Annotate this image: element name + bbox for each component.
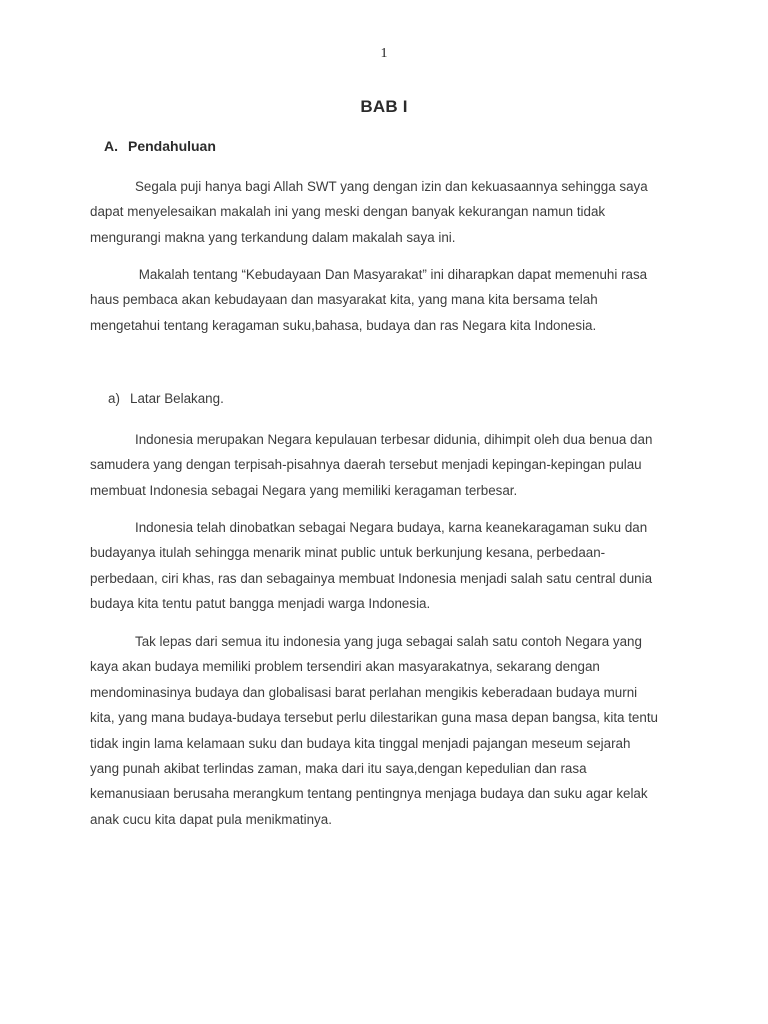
subsection-heading [108,391,224,406]
paragraph-line: tidak ingin lama kelamaan suku dan budaya kita tinggal menjadi pajangan meseum sejarah [90,735,631,751]
paragraph-line: yang punah akibat terlindas zaman, maka dari itu saya,dengan kepedulian dan rasa [90,761,587,777]
paragraph-line: Segala puji hanya bagi Allah SWT yang dengan izin dan kekuasaannya sehingga saya [135,179,648,194]
paragraph-line: Indonesia merupakan Negara kepulauan terbesar didunia, dihimpit oleh dua benua dan [135,432,653,447]
paragraph-line: budaya kita tentu patut bangga menjadi warga Indonesia. [90,596,431,612]
paragraph-line: Makalah tentang “Kebudayaan Dan Masyarakat” ini diharapkan dapat memenuhi rasa [135,267,648,282]
page-number: 1 [380,46,388,61]
background-paragraph-1 [90,427,690,503]
section-title: Pendahuluan [128,138,216,154]
paragraph-line: budayanya itulah sehingga menarik minat public untuk berkunjung kesana, perbedaan- [90,545,606,561]
paragraph-line: kemanusiaan berusaha merangkum tentang pentingnya menjaga budaya dan suku agar kelak [90,786,648,802]
paragraph-line: samudera yang dengan terpisah-pisahnya daerah tersebut menjadi kepingan-kepingan pulau [90,457,642,473]
paragraph-line: Tak lepas dari semua itu indonesia yang juga sebagai salah satu contoh Negara yang [135,634,642,649]
paragraph-line: Indonesia telah dinobatkan sebagai Negara budaya, karna keanekaragaman suku dan [135,520,648,535]
subsection-title: Latar Belakang. [130,391,224,406]
intro-paragraph-1 [90,174,690,250]
paragraph-line: mengurangi makna yang terkandung dalam makalah saya ini. [90,229,456,245]
background-paragraph-2 [90,515,690,617]
section-marker: A. [104,138,118,154]
paragraph-line: mengetahui tentang keragaman suku,bahasa, budaya dan ras Negara kita Indonesia. [90,317,597,333]
background-paragraph-3 [90,629,690,832]
section-heading [104,138,216,154]
subsection-marker: a) [108,391,120,406]
intro-paragraph-2 [90,262,690,338]
paragraph-line: kita, yang mana budaya-budaya tersebut perlu dilestarikan guna masa depan bangsa, kita tentu [90,710,658,726]
paragraph-line: perbedaan, ciri khas, ras dan sebagainya membuat Indonesia menjadi salah satu central dunia [90,570,653,586]
paragraph-line: kaya akan budaya memiliki problem tersendiri akan masyarakatnya, sekarang dengan [90,659,600,675]
paragraph-line: membuat Indonesia sebagai Negara yang memiliki keragaman terbesar. [90,482,518,498]
chapter-title: BAB I [360,97,408,116]
paragraph-line: mendominasinya budaya dan globalisasi barat perlahan mengikis keberadaan budaya murni [90,684,638,700]
paragraph-line: haus pembaca akan kebudayaan dan masyarakat kita, yang mana kita bersama telah [90,292,598,308]
paragraph-line: anak cucu kita dapat pula menikmatinya. [90,811,332,827]
paragraph-line: dapat menyelesaikan makalah ini yang meski dengan banyak kekurangan namun tidak [90,204,606,220]
